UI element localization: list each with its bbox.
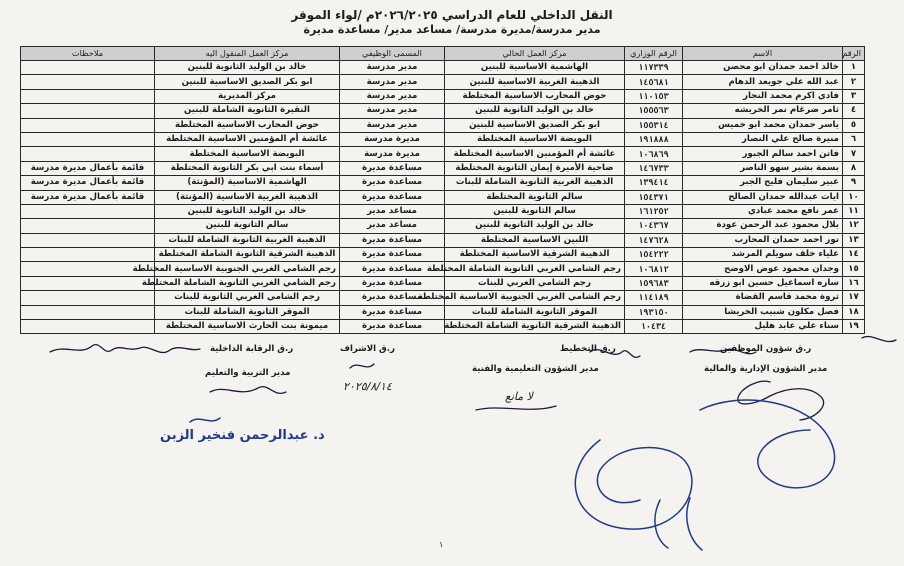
current-workplace-cell: حوض المحارب الاساسية المختلطة bbox=[445, 89, 625, 103]
internal-control-label: ر.ق الرقابة الداخلية bbox=[210, 344, 294, 354]
admin-finance-director-label: مدير الشؤون الإدارية والمالية bbox=[704, 364, 828, 374]
page-number: ١ bbox=[439, 540, 444, 549]
employee-name-cell: ساره اسماعيل حسين ابو زرقه bbox=[683, 276, 843, 290]
ministry-id-cell: ١١٤١٨٩ bbox=[625, 291, 683, 305]
employee-name-cell: ايات عبدالله حمدان الصالح bbox=[683, 190, 843, 204]
current-workplace-cell: خالد بن الوليد الثانوية للبنين bbox=[445, 104, 625, 118]
educational-director-label: مدير الشؤون التعليمية والفنية bbox=[472, 364, 599, 374]
job-title-cell: مديرة مدرسة bbox=[340, 132, 445, 146]
ministry-id-cell: ١٤٥٦٨١ bbox=[625, 75, 683, 89]
row-number-cell: ١٣ bbox=[843, 233, 865, 247]
job-title-cell: مساعدة مديرة bbox=[340, 276, 445, 290]
column-header-number: الرقم bbox=[843, 47, 865, 61]
job-title-cell: مساعدة مديرة bbox=[340, 233, 445, 247]
row-number-cell: ١١ bbox=[843, 204, 865, 218]
signature-staff-affairs bbox=[690, 349, 756, 354]
row-number-cell: ١٠ bbox=[843, 190, 865, 204]
employee-name-cell: ثامر ضرغام نمر الخريشه bbox=[683, 104, 843, 118]
signature-educational-director bbox=[476, 406, 556, 410]
employee-name-cell: منيرة صالح علي النصار bbox=[683, 132, 843, 146]
job-title-cell: مساعدة مديرة bbox=[340, 176, 445, 190]
new-workplace-cell: ابو بكر الصديق الاساسية للبنين bbox=[155, 75, 340, 89]
column-header-notes: ملاحظات bbox=[21, 47, 155, 61]
document-subtitle: مدير مدرسة/مديرة مدرسة/ مساعد مدير/ مساعدة مديرة bbox=[303, 23, 601, 36]
new-workplace-cell: سالم الثانوية للبنين bbox=[155, 219, 340, 233]
job-title-cell: مساعدة مديرة bbox=[340, 291, 445, 305]
new-workplace-cell: ميمونة بنت الحارث الاساسية المختلطة bbox=[155, 320, 340, 334]
ministry-id-cell: ١٤٦٧٣٣ bbox=[625, 161, 683, 175]
handwritten-note: لا مانع bbox=[505, 390, 533, 403]
row-number-cell: ٤ bbox=[843, 104, 865, 118]
planning-label: ر.ق التخطيط bbox=[560, 344, 616, 354]
ministry-id-cell: ١٥٩٦٨٣ bbox=[625, 276, 683, 290]
current-workplace-cell: الموقر الثانوية الشاملة للبنات bbox=[445, 305, 625, 319]
ministry-id-cell: ١٩٣١٥٠ bbox=[625, 305, 683, 319]
job-title-cell: مساعدة مديرة bbox=[340, 305, 445, 319]
new-workplace-cell: عائشة أم المؤمنين الاساسية المختلطة bbox=[155, 132, 340, 146]
current-workplace-cell: الهاشمية الاساسية للبنين bbox=[445, 61, 625, 75]
new-workplace-cell: النقيرة الثانوية الشاملة للبنين bbox=[155, 104, 340, 118]
column-header-current-workplace: مركز العمل الحالي bbox=[445, 47, 625, 61]
signature-blue-right bbox=[700, 400, 835, 488]
row-number-cell: ٨ bbox=[843, 161, 865, 175]
ministry-id-cell: ١٠٦٨١٢ bbox=[625, 262, 683, 276]
current-workplace-cell: خالد بن الوليد الثانوية للبنين bbox=[445, 219, 625, 233]
signature-supervision bbox=[350, 364, 374, 368]
employee-name-cell: فصل مكلون شبيب الخريشا bbox=[683, 305, 843, 319]
new-workplace-cell: رجم الشامي الغربي الثانوية للبنات bbox=[155, 291, 340, 305]
notes-cell: قائمة بأعمال مديرة مدرسة bbox=[21, 190, 155, 204]
employee-name-cell: بسمة بشير سهو الناصر bbox=[683, 161, 843, 175]
current-workplace-cell: الذهيبة الغربية الاساسية للبنين bbox=[445, 75, 625, 89]
job-title-cell: مساعد مدير bbox=[340, 219, 445, 233]
employee-name-cell: بلال محمود عبد الرحمن عودة bbox=[683, 219, 843, 233]
current-workplace-cell: ضاحية الأميرة إيمان الثانوية المختلطة bbox=[445, 161, 625, 175]
job-title-cell: مدير مدرسة bbox=[340, 118, 445, 132]
job-title-cell: مساعدة مديرة bbox=[340, 190, 445, 204]
new-workplace-cell: البويضة الاساسية المختلطة bbox=[155, 147, 340, 161]
current-workplace-cell: الذهيبة الغربية الثانوية الشاملة للبنات bbox=[445, 176, 625, 190]
signature-edge bbox=[862, 336, 896, 341]
employee-name-cell: علياء خلف سويلم المرشد bbox=[683, 248, 843, 262]
new-workplace-cell: رجم الشامي الغربي الجنوبية الاساسية المختلطة bbox=[155, 262, 340, 276]
row-number-cell: ١٦ bbox=[843, 276, 865, 290]
notes-cell: قائمة بأعمال مديرة مدرسة bbox=[21, 176, 155, 190]
current-workplace-cell: ابو بكر الصديق الاساسية للبنين bbox=[445, 118, 625, 132]
row-number-cell: ١٤ bbox=[843, 248, 865, 262]
signature-planning bbox=[590, 350, 640, 358]
row-number-cell: ١٨ bbox=[843, 305, 865, 319]
employee-name-cell: فاتن احمد سالم الجبور bbox=[683, 147, 843, 161]
notes-cell: قائمة بأعمال مديرة مدرسة bbox=[21, 161, 155, 175]
job-title-cell: مساعدة مديرة bbox=[340, 262, 445, 276]
staff-affairs-label: ر.ق شؤون الموظفين bbox=[720, 344, 812, 354]
new-workplace-cell: الذهيبة الغربية الاساسية (المؤنثة) bbox=[155, 190, 340, 204]
new-workplace-cell: أسماء بنت ابي بكر الثانوية المختلطة bbox=[155, 161, 340, 175]
ministry-id-cell: ١٠٤٣٤ bbox=[625, 320, 683, 334]
new-workplace-cell: مركز المديرية bbox=[155, 89, 340, 103]
column-header-job-title: المسمى الوظيفي bbox=[340, 47, 445, 61]
employee-name-cell: عمر نافع محمد عبادي bbox=[683, 204, 843, 218]
ministry-id-cell: ١٠٤٣٦٧ bbox=[625, 219, 683, 233]
column-header-name: الاسم bbox=[683, 47, 843, 61]
job-title-cell: مديرة مدرسة bbox=[340, 147, 445, 161]
new-workplace-cell: خالد بن الوليد الثانوية للبنين bbox=[155, 204, 340, 218]
new-workplace-cell: حوض المحارب الاساسية المختلطة bbox=[155, 118, 340, 132]
ministry-id-cell: ١٤٧٦٢٨ bbox=[625, 233, 683, 247]
ministry-id-cell: ١١٧٣٣٩ bbox=[625, 61, 683, 75]
column-header-ministry-id: الرقم الوزاري bbox=[625, 47, 683, 61]
director-name: د. عبدالرحمن فنخير الزبن bbox=[160, 428, 325, 443]
row-number-cell: ١٥ bbox=[843, 262, 865, 276]
ministry-id-cell: ١٥٤٢٢٢ bbox=[625, 248, 683, 262]
ministry-id-cell: ١١٠١٥٣ bbox=[625, 89, 683, 103]
signature-blue-large bbox=[575, 440, 692, 529]
employee-name-cell: نور احمد حمدان المحارب bbox=[683, 233, 843, 247]
current-workplace-cell: رجم الشامي الغربي الثانوية الشاملة المختلطة bbox=[445, 262, 625, 276]
new-workplace-cell: خالد بن الوليد الثانوية للبنين bbox=[155, 61, 340, 75]
row-number-cell: ١٩ bbox=[843, 320, 865, 334]
current-workplace-cell: سالم الثانوية للبنين bbox=[445, 204, 625, 218]
new-workplace-cell: الذهيبة الشرقية الثانوية الشاملة المختلطة bbox=[155, 248, 340, 262]
job-title-cell: مساعدة مديرة bbox=[340, 248, 445, 262]
row-number-cell: ٧ bbox=[843, 147, 865, 161]
employee-name-cell: فادي اكرم محمد النجار bbox=[683, 89, 843, 103]
new-workplace-cell: الذهيبة الغربية الثانوية الشاملة للبنات bbox=[155, 233, 340, 247]
employee-name-cell: ثروة محمد قاسم القضاة bbox=[683, 291, 843, 305]
row-number-cell: ٣ bbox=[843, 89, 865, 103]
job-title-cell: مدير مدرسة bbox=[340, 75, 445, 89]
current-workplace-cell: رجم الشامي الغربي للبنات bbox=[445, 276, 625, 290]
ministry-id-cell: ١٥٥٥٦٣ bbox=[625, 104, 683, 118]
ministry-id-cell: ١٠٦٨٦٩ bbox=[625, 147, 683, 161]
current-workplace-cell: الذهيبة الشرقية الاساسية المختلطة bbox=[445, 248, 625, 262]
current-workplace-cell: البويضة الاساسية المختلطة bbox=[445, 132, 625, 146]
ministry-id-cell: ١٥٥٣١٤ bbox=[625, 118, 683, 132]
current-workplace-cell: اللبين الاساسية المختلطة bbox=[445, 233, 625, 247]
education-director-label: مدير التربية والتعليم bbox=[205, 368, 291, 378]
new-workplace-cell: الموقر الثانوية الشاملة للبنات bbox=[155, 305, 340, 319]
signature-blue-director-stroke bbox=[190, 418, 220, 422]
current-workplace-cell: سالم الثانوية المختلطة bbox=[445, 190, 625, 204]
ministry-id-cell: ١٣٩٤١٤ bbox=[625, 176, 683, 190]
supervision-label: ر.ق الاشراف bbox=[340, 344, 395, 354]
job-title-cell: مساعدة مديرة bbox=[340, 161, 445, 175]
current-workplace-cell: الذهيبة الشرقية الثانوية الشاملة المختلطة bbox=[445, 320, 625, 334]
employee-name-cell: خالد احمد حمدان ابو محصن bbox=[683, 61, 843, 75]
ministry-id-cell: ١٥٤٣٧١ bbox=[625, 190, 683, 204]
new-workplace-cell: رجم الشامي الغربي الثانوية الشاملة المختلطة bbox=[155, 276, 340, 290]
job-title-cell: مساعدة مديرة bbox=[340, 320, 445, 334]
row-number-cell: ٢ bbox=[843, 75, 865, 89]
job-title-cell: مدير مدرسة bbox=[340, 104, 445, 118]
signature-education-director bbox=[210, 387, 286, 394]
current-workplace-cell: رجم الشامي الغربي الجنوبية الاساسية المختلطة bbox=[445, 291, 625, 305]
new-workplace-cell: الهاشمية الاساسية (المؤنثة) bbox=[155, 176, 340, 190]
employee-name-cell: عبد الله علي جويعد الدهام bbox=[683, 75, 843, 89]
employee-name-cell: سناء علي عابد هليل bbox=[683, 320, 843, 334]
ministry-id-cell: ١٦١٢٥٢ bbox=[625, 204, 683, 218]
supervision-date: ٢٠٢٥/٨/١٤ bbox=[343, 380, 392, 393]
job-title-cell: مدير مدرسة bbox=[340, 89, 445, 103]
signature-internal-control bbox=[50, 345, 200, 353]
job-title-cell: مدير مدرسة bbox=[340, 61, 445, 75]
document-title: النقل الداخلي للعام الدراسي ٢٠٢٦/٢٠٢٥م /لواء الموقر bbox=[291, 8, 613, 22]
employee-name-cell: وجدان محمود عوض الاوضح bbox=[683, 262, 843, 276]
ministry-id-cell: ١٩١٨٨٨ bbox=[625, 132, 683, 146]
row-number-cell: ٥ bbox=[843, 118, 865, 132]
row-number-cell: ١٢ bbox=[843, 219, 865, 233]
row-number-cell: ٩ bbox=[843, 176, 865, 190]
employee-name-cell: ياسر حمدان محمد ابو خميس bbox=[683, 118, 843, 132]
job-title-cell: مساعد مدير bbox=[340, 204, 445, 218]
employee-name-cell: عبير سليمان فليح الجبر bbox=[683, 176, 843, 190]
row-number-cell: ١ bbox=[843, 61, 865, 75]
current-workplace-cell: عائشة أم المؤمنين الاساسية المختلطة bbox=[445, 147, 625, 161]
row-number-cell: ٦ bbox=[843, 132, 865, 146]
column-header-new-workplace: مركز العمل المنقول اليه bbox=[155, 47, 340, 61]
row-number-cell: ١٧ bbox=[843, 291, 865, 305]
